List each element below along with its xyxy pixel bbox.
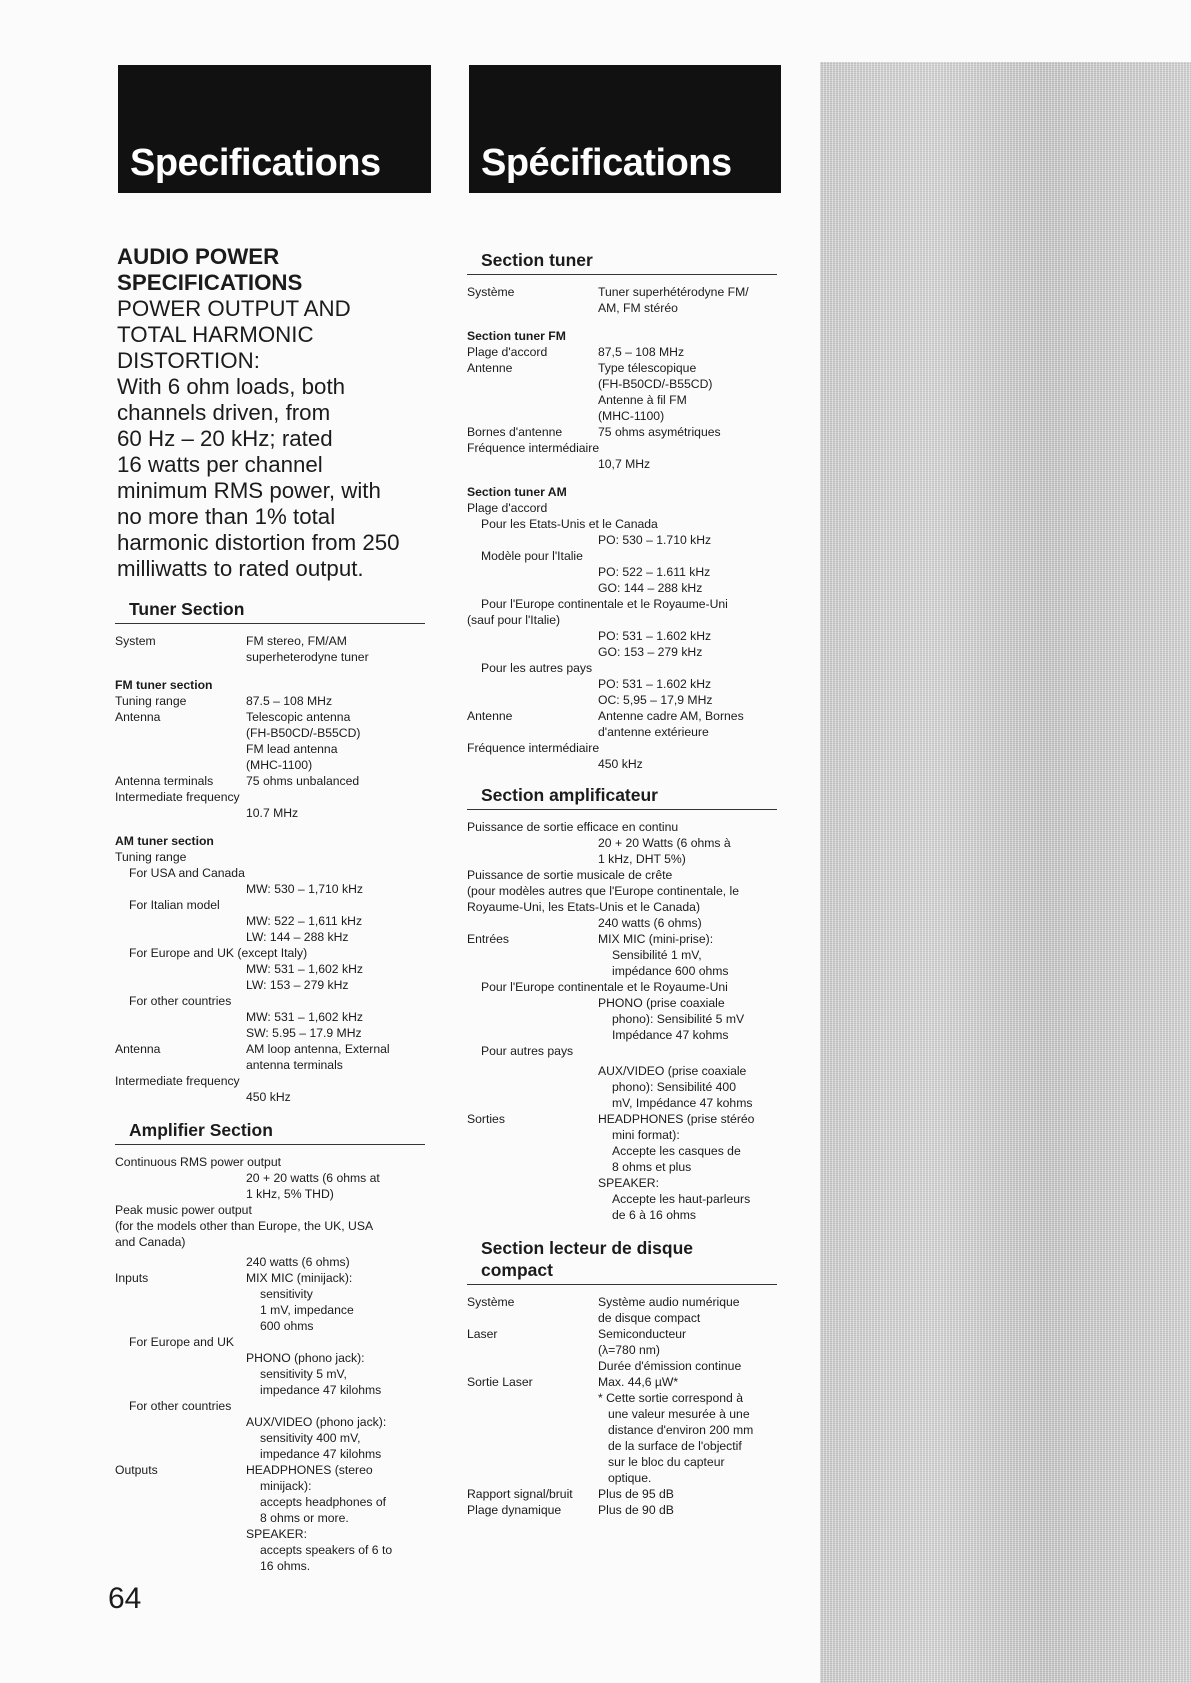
amplifier-section-title: Amplifier Section [115,1119,425,1145]
spec-label: Continuous RMS power output [115,1155,281,1169]
spec-row [467,360,777,424]
spec-value [246,1270,425,1334]
spec-value: 87,5 – 108 MHz [598,345,685,359]
spec-label: Antenne [467,709,513,723]
spec-label: Antenne [467,361,513,375]
headline-line: harmonic distortion from 250 [117,530,400,555]
spec-value: 1 kHz, 5% THD) [246,1187,334,1201]
spec-label: Tuning range [115,694,187,708]
value-line: Sensibilité 1 mV, [612,948,702,962]
title-line: Section lecteur de disque [481,1238,693,1258]
spec-note: (pour modèles autres que l'Europe continentale, le [467,884,739,898]
section-tuner-title: Section tuner [467,249,777,275]
spec-row [115,773,425,789]
value-line: 16 ohms. [260,1559,311,1573]
value-line: mini format): [612,1128,680,1142]
spec-label: Puissance de sortie musicale de crête [467,868,673,882]
headline-line: 60 Hz – 20 kHz; rated [117,426,333,451]
spec-row [467,1326,777,1374]
region-label: Pour les autres pays [481,661,593,675]
spec-value: 75 ohms asymétriques [598,425,721,439]
value-line: d'antenne extérieure [598,725,709,739]
spec-value: MW: 531 – 1,602 kHz [246,1010,363,1024]
headline-bold-line: SPECIFICATIONS [117,270,303,295]
spec-value: phono): Sensibilité 5 mV [612,1012,745,1026]
english-column [115,244,425,1574]
spec-label: Antenna [115,1042,161,1056]
spec-value [246,1462,425,1574]
value-line: 600 ohms [260,1319,314,1333]
value-line: FM lead antenna [246,742,338,756]
value-line: minijack): [260,1479,312,1493]
value-line: Système audio numérique [598,1295,740,1309]
spec-value [598,931,777,979]
spec-value: phono): Sensibilité 400 [612,1080,736,1094]
region-label: Pour l'Europe continentale et le Royaume-Uni [481,597,728,611]
region-label: Pour l'Europe continentale et le Royaume-Uni [481,980,728,994]
value-line: Accepte les casques de [612,1144,741,1158]
spec-value: 240 watts (6 ohms) [246,1255,350,1269]
spec-note: and Canada) [115,1235,186,1249]
spec-value: AUX/VIDEO (phono jack): [246,1415,387,1429]
spec-value [598,360,777,424]
spec-value: impedance 47 kilohms [260,1447,382,1461]
headline-line: channels driven, from [117,400,331,425]
spec-value [598,284,777,316]
value-line: (λ=780 nm) [598,1343,660,1357]
spec-row [467,1111,777,1223]
spec-value: PO: 531 – 1.602 kHz [598,629,712,643]
region-label: Pour autres pays [481,1044,574,1058]
headline-bold-line: AUDIO POWER [117,244,280,269]
headline-line: 16 watts per channel [117,452,323,477]
region-label: (sauf pour l'Italie) [467,613,561,627]
spec-value [598,1326,777,1374]
spec-label: Fréquence intermédiaire [467,441,600,455]
spec-row [115,1270,425,1334]
spec-value: impedance 47 kilohms [260,1383,382,1397]
spec-row [115,1041,425,1073]
banner-title-en: Specifications [130,142,381,184]
section-tuner-am-subtitle: Section tuner AM [467,485,567,499]
page-number: 64 [108,1582,142,1615]
region-label: Pour les Etats-Unis et le Canada [481,517,658,531]
scanned-grey-margin [820,62,1191,1683]
spec-value [598,1111,777,1223]
spec-label: Système [467,1295,515,1309]
spec-row [115,709,425,773]
value-line: (MHC-1100) [246,758,313,772]
spec-value [598,1374,777,1486]
spec-value: GO: 153 – 279 kHz [598,645,703,659]
region-label: For other countries [129,1399,232,1413]
spec-label: Plage dynamique [467,1503,562,1517]
spec-label: Laser [467,1327,498,1341]
spec-value: 1 kHz, DHT 5%) [598,852,686,866]
spec-value: PO: 530 – 1.710 kHz [598,533,712,547]
spec-value: 75 ohms unbalanced [246,774,360,788]
value-line: accepts speakers of 6 to [260,1543,393,1557]
audio-power-specifications [117,244,425,582]
spec-value: 87.5 – 108 MHz [246,694,333,708]
section-cd-title [467,1237,777,1285]
spec-row [467,1374,777,1486]
value-line: de disque compact [598,1311,701,1325]
spec-value: 240 watts (6 ohms) [598,916,702,930]
value-line: AM loop antenna, External [246,1042,390,1056]
value-line: HEADPHONES (stereo [246,1463,373,1477]
value-line: Tuner superhétérodyne FM/ [598,285,749,299]
spec-label: Système [467,285,515,299]
value-line: MIX MIC (mini-prise): [598,932,714,946]
value-line: AM, FM stéréo [598,301,678,315]
specifications-banner-fr [469,65,781,193]
headline-line: minimum RMS power, with [117,478,381,503]
spec-value: 20 + 20 watts (6 ohms at [246,1171,380,1185]
am-tuner-subtitle: AM tuner section [115,834,214,848]
spec-row [115,1462,425,1574]
headline-line: POWER OUTPUT AND [117,296,351,321]
spec-value [246,709,425,773]
footnote-line: * Cette sortie correspond à [598,1391,743,1405]
footnote-line: une valeur mesurée à une [608,1407,750,1421]
spec-label: Peak music power output [115,1203,252,1217]
spec-value: PO: 522 – 1.611 kHz [598,565,711,579]
value-line: 1 mV, impedance [260,1303,354,1317]
region-label: For Europe and UK [129,1335,235,1349]
spec-value: 450 kHz [246,1090,291,1104]
value-line: superheterodyne tuner [246,650,369,664]
spec-value: Plus de 90 dB [598,1503,674,1517]
spec-value: AUX/VIDEO (prise coaxiale [598,1064,747,1078]
headline-line: With 6 ohm loads, both [117,374,346,399]
region-label: For other countries [129,994,232,1008]
headline-line: DISTORTION: [117,348,260,373]
region-label: Modèle pour l'Italie [481,549,583,563]
spec-label: Sorties [467,1112,505,1126]
spec-row [467,424,777,440]
spec-value: 10,7 MHz [598,457,651,471]
spec-value: SW: 5.95 – 17.9 MHz [246,1026,362,1040]
spec-label: Sortie Laser [467,1375,533,1389]
spec-row [467,284,777,316]
spec-label: Puissance de sortie efficace en continu [467,820,679,834]
spec-value [246,1041,425,1073]
spec-label: Antenna terminals [115,774,214,788]
spec-row [467,1294,777,1326]
spec-value: 10.7 MHz [246,806,299,820]
value-line: Durée d'émission continue [598,1359,742,1373]
spec-note: (for the models other than Europe, the UK, USA [115,1219,374,1233]
headline-line: TOTAL HARMONIC [117,322,314,347]
title-line: compact [481,1260,553,1280]
spec-label: Plage d'accord [467,345,548,359]
value-line: Accepte les haut-parleurs [612,1192,751,1206]
spec-value: PO: 531 – 1.602 kHz [598,677,712,691]
spec-value: PHONO (phono jack): [246,1351,365,1365]
tuner-section-title: Tuner Section [115,598,425,624]
spec-value: OC: 5,95 – 17,9 MHz [598,693,713,707]
spec-value: PHONO (prise coaxiale [598,996,725,1010]
spec-note: Royaume-Uni, les Etats-Unis et le Canada) [467,900,701,914]
spec-label: Bornes d'antenne [467,425,563,439]
spec-label: Outputs [115,1463,158,1477]
value-line: FM stereo, FM/AM [246,634,347,648]
value-line: HEADPHONES (prise stéréo [598,1112,755,1126]
value-line: sensitivity [260,1287,313,1301]
spec-value: sensitivity 400 mV, [260,1431,361,1445]
spec-value: 450 kHz [598,757,643,771]
footnote-line: de la surface de l'objectif [608,1439,742,1453]
spec-label: Intermediate frequency [115,1074,240,1088]
spec-value: MW: 530 – 1,710 kHz [246,882,363,896]
spec-label: Entrées [467,932,510,946]
footnote-line: sur le bloc du capteur [608,1455,725,1469]
spec-value: MW: 522 – 1,611 kHz [246,914,363,928]
value-line: 8 ohms or more. [260,1511,349,1525]
french-column [467,249,777,1518]
spec-row [467,708,777,740]
spec-label: Antenna [115,710,161,724]
spec-row [115,693,425,709]
value-line: Max. 44,6 µW* [598,1375,679,1389]
spec-value: sensitivity 5 mV, [260,1367,347,1381]
spec-label: System [115,634,156,648]
fm-tuner-subtitle: FM tuner section [115,678,213,692]
value-line: (MHC-1100) [598,409,665,423]
value-line: antenna terminals [246,1058,343,1072]
spec-label: Tuning range [115,850,187,864]
spec-value: Impédance 47 kohms [612,1028,729,1042]
value-line: (FH-B50CD/-B55CD) [246,726,361,740]
value-line: Antenne à fil FM [598,393,687,407]
value-line: SPEAKER: [598,1176,659,1190]
spec-row [467,1502,777,1518]
spec-row [467,931,777,979]
region-label: For Europe and UK (except Italy) [129,946,308,960]
value-line: accepts headphones of [260,1495,387,1509]
spec-value: LW: 153 – 279 kHz [246,978,349,992]
spec-label: Intermediate frequency [115,790,240,804]
value-line: (FH-B50CD/-B55CD) [598,377,713,391]
spec-row [467,344,777,360]
value-line: Semiconducteur [598,1327,687,1341]
region-label: For Italian model [129,898,220,912]
spec-value: mV, Impédance 47 kohms [612,1096,753,1110]
region-label: For USA and Canada [129,866,245,880]
section-amplificateur-title: Section amplificateur [467,784,777,810]
spec-value [598,1294,777,1326]
spec-row [467,1486,777,1502]
spec-value: LW: 144 – 288 kHz [246,930,349,944]
value-line: de 6 à 16 ohms [612,1208,697,1222]
headline-line: no more than 1% total [117,504,336,529]
spec-value: GO: 144 – 288 kHz [598,581,703,595]
value-line: MIX MIC (minijack): [246,1271,353,1285]
spec-value: Plus de 95 dB [598,1487,674,1501]
value-line: impédance 600 ohms [612,964,729,978]
spec-row [115,633,425,665]
spec-value: 20 + 20 Watts (6 ohms à [598,836,731,850]
value-line: Type télescopique [598,361,697,375]
spec-label: Plage d'accord [467,501,548,515]
spec-label: Fréquence intermédiaire [467,741,600,755]
section-tuner-fm-subtitle: Section tuner FM [467,329,566,343]
value-line: Antenne cadre AM, Bornes [598,709,744,723]
spec-value [598,708,777,740]
footnote-line: optique. [608,1471,652,1485]
spec-label: Inputs [115,1271,149,1285]
headline-line: milliwatts to rated output. [117,556,364,581]
value-line: Telescopic antenna [246,710,351,724]
spec-value [246,633,425,665]
value-line: 8 ohms et plus [612,1160,692,1174]
spec-label: Rapport signal/bruit [467,1487,573,1501]
banner-title-fr: Spécifications [481,142,732,184]
specifications-banner-en [118,65,431,193]
spec-value: MW: 531 – 1,602 kHz [246,962,363,976]
footnote-line: distance d'environ 200 mm [608,1423,754,1437]
value-line: SPEAKER: [246,1527,307,1541]
